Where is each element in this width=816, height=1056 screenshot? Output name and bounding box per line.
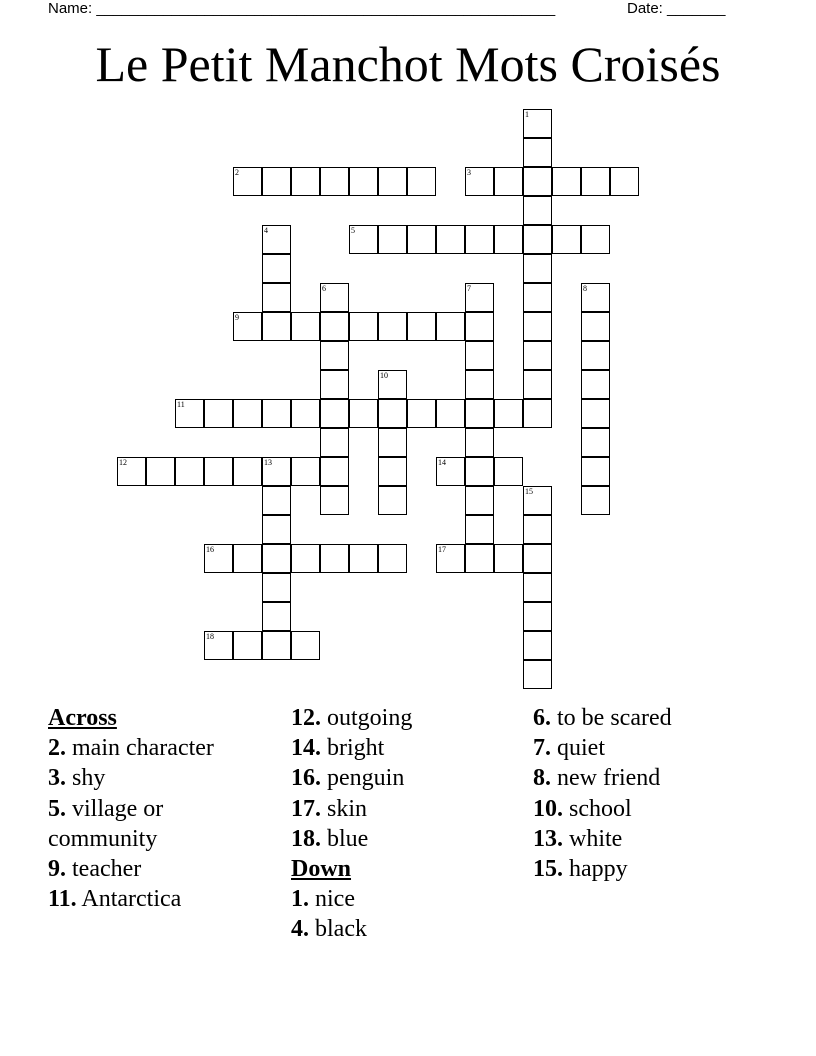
grid-cell[interactable] xyxy=(262,544,291,573)
grid-cell[interactable] xyxy=(581,486,610,515)
cell-number: 11 xyxy=(177,400,185,409)
clue-number: 10. xyxy=(533,795,563,822)
clue-text: teacher xyxy=(72,856,142,883)
clue-across-2 xyxy=(48,733,230,763)
cell-number: 10 xyxy=(380,371,388,380)
grid-cell[interactable] xyxy=(378,370,407,399)
grid-cell[interactable] xyxy=(233,457,262,486)
grid-cell[interactable] xyxy=(465,167,494,196)
grid-cell[interactable] xyxy=(436,544,465,573)
grid-cell[interactable] xyxy=(581,399,610,428)
grid-cell[interactable] xyxy=(523,138,552,167)
cell-number: 9 xyxy=(235,313,239,322)
cell-number: 15 xyxy=(525,487,533,496)
grid-cell[interactable] xyxy=(204,544,233,573)
grid-cell[interactable] xyxy=(349,167,378,196)
clue-text: outgoing xyxy=(327,705,413,731)
clue-text: happy xyxy=(569,856,628,883)
grid-cell[interactable] xyxy=(349,312,378,341)
grid-cell[interactable] xyxy=(320,370,349,399)
grid-cell[interactable] xyxy=(262,167,291,196)
date-field-label[interactable]: Date: _______ xyxy=(627,0,726,17)
clue-number: 17. xyxy=(291,795,321,822)
clue-text: bright xyxy=(327,735,385,762)
grid-cell[interactable] xyxy=(523,660,552,689)
clue-across-12 xyxy=(291,703,511,733)
cell-number: 7 xyxy=(467,284,471,293)
grid-cell[interactable] xyxy=(407,167,436,196)
clue-number: 8. xyxy=(533,765,551,792)
grid-cell[interactable] xyxy=(407,399,436,428)
grid-cell[interactable] xyxy=(262,312,291,341)
grid-cell[interactable] xyxy=(523,515,552,544)
cell-number: 12 xyxy=(119,458,127,467)
cell-number: 6 xyxy=(322,284,326,293)
clue-text: skin xyxy=(327,795,368,822)
grid-cell[interactable] xyxy=(320,283,349,312)
grid-cell[interactable] xyxy=(436,312,465,341)
clue-text: school xyxy=(569,795,632,822)
cell-number: 8 xyxy=(583,284,587,293)
grid-cell[interactable] xyxy=(436,399,465,428)
clue-text: village or community xyxy=(48,795,164,852)
grid-cell[interactable] xyxy=(523,167,552,196)
grid-cell[interactable] xyxy=(320,399,349,428)
grid-cell[interactable] xyxy=(175,457,204,486)
grid-cell[interactable] xyxy=(523,283,552,312)
cell-number: 13 xyxy=(264,458,272,467)
grid-cell[interactable] xyxy=(552,225,581,254)
clue-down-6 xyxy=(533,703,783,733)
grid-cell[interactable] xyxy=(291,544,320,573)
grid-cell[interactable] xyxy=(262,283,291,312)
grid-cell[interactable] xyxy=(465,225,494,254)
clue-number: 2. xyxy=(48,735,66,762)
grid-cell[interactable] xyxy=(552,167,581,196)
grid-cell[interactable] xyxy=(581,457,610,486)
clue-text: shy xyxy=(72,765,106,792)
grid-cell[interactable] xyxy=(610,167,639,196)
clue-number: 13. xyxy=(533,825,563,852)
grid-cell[interactable] xyxy=(233,312,262,341)
grid-cell[interactable] xyxy=(581,370,610,399)
clue-text: main character xyxy=(72,735,214,762)
clue-number: 11. xyxy=(48,886,77,913)
grid-cell[interactable] xyxy=(320,457,349,486)
grid-cell[interactable] xyxy=(233,631,262,660)
grid-cell[interactable] xyxy=(436,225,465,254)
grid-cell[interactable] xyxy=(407,312,436,341)
grid-cell[interactable] xyxy=(581,167,610,196)
grid-cell[interactable] xyxy=(523,254,552,283)
clue-number: 1. xyxy=(291,886,309,913)
clue-number: 9. xyxy=(48,856,66,883)
clue-text: penguin xyxy=(327,765,405,792)
grid-cell[interactable] xyxy=(175,399,204,428)
grid-cell[interactable] xyxy=(494,544,523,573)
cell-number: 3 xyxy=(467,168,471,177)
grid-cell[interactable] xyxy=(204,399,233,428)
clue-down-8 xyxy=(533,763,783,793)
clue-across-17 xyxy=(291,794,511,824)
grid-cell[interactable] xyxy=(378,312,407,341)
clue-number: 6. xyxy=(533,705,551,731)
grid-cell[interactable] xyxy=(523,602,552,631)
clue-down-1 xyxy=(291,884,511,914)
grid-cell[interactable] xyxy=(320,544,349,573)
grid-cell[interactable] xyxy=(465,515,494,544)
grid-cell[interactable] xyxy=(233,399,262,428)
clue-across-3 xyxy=(48,763,230,793)
grid-cell[interactable] xyxy=(146,457,175,486)
grid-cell[interactable] xyxy=(465,486,494,515)
clue-number: 15. xyxy=(533,856,563,883)
grid-cell[interactable] xyxy=(320,312,349,341)
grid-cell[interactable] xyxy=(378,457,407,486)
clue-down-15 xyxy=(533,854,783,884)
clue-down-10 xyxy=(533,794,783,824)
grid-cell[interactable] xyxy=(523,312,552,341)
grid-cell[interactable] xyxy=(262,399,291,428)
clue-across-5 xyxy=(48,794,230,854)
grid-cell[interactable] xyxy=(581,312,610,341)
grid-cell[interactable] xyxy=(262,602,291,631)
clue-text: Antarctica xyxy=(81,886,182,913)
cell-number: 18 xyxy=(206,632,214,641)
cell-number: 17 xyxy=(438,545,446,554)
grid-cell[interactable] xyxy=(320,428,349,457)
grid-cell[interactable] xyxy=(262,457,291,486)
cell-number: 5 xyxy=(351,226,355,235)
grid-cell[interactable] xyxy=(291,399,320,428)
cell-number: 16 xyxy=(206,545,214,554)
grid-cell[interactable] xyxy=(523,370,552,399)
grid-cell[interactable] xyxy=(581,428,610,457)
grid-cell[interactable] xyxy=(523,544,552,573)
clue-across-18 xyxy=(291,824,511,854)
grid-cell[interactable] xyxy=(494,457,523,486)
grid-cell[interactable] xyxy=(262,254,291,283)
grid-cell[interactable] xyxy=(465,399,494,428)
clue-number: 3. xyxy=(48,765,66,792)
grid-cell[interactable] xyxy=(465,428,494,457)
grid-cell[interactable] xyxy=(581,341,610,370)
grid-cell[interactable] xyxy=(465,544,494,573)
clue-down-4 xyxy=(291,914,511,944)
clues-column-3 xyxy=(533,703,783,884)
grid-cell[interactable] xyxy=(581,283,610,312)
clue-number: 7. xyxy=(533,735,551,762)
grid-cell[interactable] xyxy=(465,312,494,341)
clue-text: black xyxy=(315,916,367,943)
clue-text: nice xyxy=(315,886,355,913)
grid-cell[interactable] xyxy=(494,399,523,428)
grid-cell[interactable] xyxy=(233,167,262,196)
clue-text: quiet xyxy=(557,735,605,762)
grid-cell[interactable] xyxy=(436,457,465,486)
grid-cell[interactable] xyxy=(320,486,349,515)
page-title: Le Petit Manchot Mots Croisés xyxy=(95,36,721,92)
grid-cell[interactable] xyxy=(465,457,494,486)
grid-cell[interactable] xyxy=(320,167,349,196)
clue-down-13 xyxy=(533,824,783,854)
grid-cell[interactable] xyxy=(523,573,552,602)
grid-cell[interactable] xyxy=(204,631,233,660)
clue-text: to be scared xyxy=(557,705,672,731)
clue-across-16 xyxy=(291,763,511,793)
grid-cell[interactable] xyxy=(233,544,262,573)
grid-cell[interactable] xyxy=(378,486,407,515)
clue-text: blue xyxy=(327,825,369,852)
grid-cell[interactable] xyxy=(523,486,552,515)
clues-column-1 xyxy=(48,703,230,914)
grid-cell[interactable] xyxy=(523,399,552,428)
grid-cell[interactable] xyxy=(262,631,291,660)
cell-number: 4 xyxy=(264,226,268,235)
cell-number: 2 xyxy=(235,168,239,177)
grid-cell[interactable] xyxy=(378,399,407,428)
clue-number: 18. xyxy=(291,825,321,852)
cell-number: 14 xyxy=(438,458,446,467)
grid-cell[interactable] xyxy=(494,167,523,196)
grid-cell[interactable] xyxy=(378,428,407,457)
clue-across-9 xyxy=(48,854,230,884)
grid-cell[interactable] xyxy=(262,486,291,515)
grid-cell[interactable] xyxy=(523,341,552,370)
clue-number: 5. xyxy=(48,795,66,822)
grid-cell[interactable] xyxy=(349,544,378,573)
grid-cell[interactable] xyxy=(320,341,349,370)
grid-cell[interactable] xyxy=(262,225,291,254)
grid-cell[interactable] xyxy=(349,399,378,428)
grid-cell[interactable] xyxy=(349,225,378,254)
grid-cell[interactable] xyxy=(407,225,436,254)
clue-number: 16. xyxy=(291,765,321,792)
clue-across-14 xyxy=(291,733,511,763)
name-field-label[interactable]: Name: _______________________________________________________ xyxy=(48,0,556,17)
grid-cell[interactable] xyxy=(378,225,407,254)
cell-number: 1 xyxy=(525,110,529,119)
grid-cell[interactable] xyxy=(494,225,523,254)
grid-cell[interactable] xyxy=(117,457,146,486)
grid-cell[interactable] xyxy=(204,457,233,486)
grid-cell[interactable] xyxy=(523,109,552,138)
grid-cell[interactable] xyxy=(465,283,494,312)
clue-down-7 xyxy=(533,733,783,763)
grid-cell[interactable] xyxy=(581,225,610,254)
down-heading: Down xyxy=(291,856,352,883)
clue-number: 12. xyxy=(291,705,321,731)
grid-cell[interactable] xyxy=(465,370,494,399)
grid-cell[interactable] xyxy=(291,312,320,341)
clue-number: 4. xyxy=(291,916,309,943)
grid-cell[interactable] xyxy=(465,341,494,370)
clues-column-2 xyxy=(291,703,511,945)
grid-cell[interactable] xyxy=(523,631,552,660)
clue-across-11 xyxy=(48,884,230,914)
grid-cell[interactable] xyxy=(262,573,291,602)
grid-cell[interactable] xyxy=(523,196,552,225)
grid-cell[interactable] xyxy=(523,225,552,254)
clue-number: 14. xyxy=(291,735,321,762)
across-heading: Across xyxy=(48,705,117,731)
grid-cell[interactable] xyxy=(291,457,320,486)
grid-cell[interactable] xyxy=(262,515,291,544)
grid-cell[interactable] xyxy=(378,167,407,196)
grid-cell[interactable] xyxy=(378,544,407,573)
clue-text: new friend xyxy=(557,765,661,792)
grid-cell[interactable] xyxy=(291,631,320,660)
clue-text: white xyxy=(569,825,623,852)
grid-cell[interactable] xyxy=(291,167,320,196)
